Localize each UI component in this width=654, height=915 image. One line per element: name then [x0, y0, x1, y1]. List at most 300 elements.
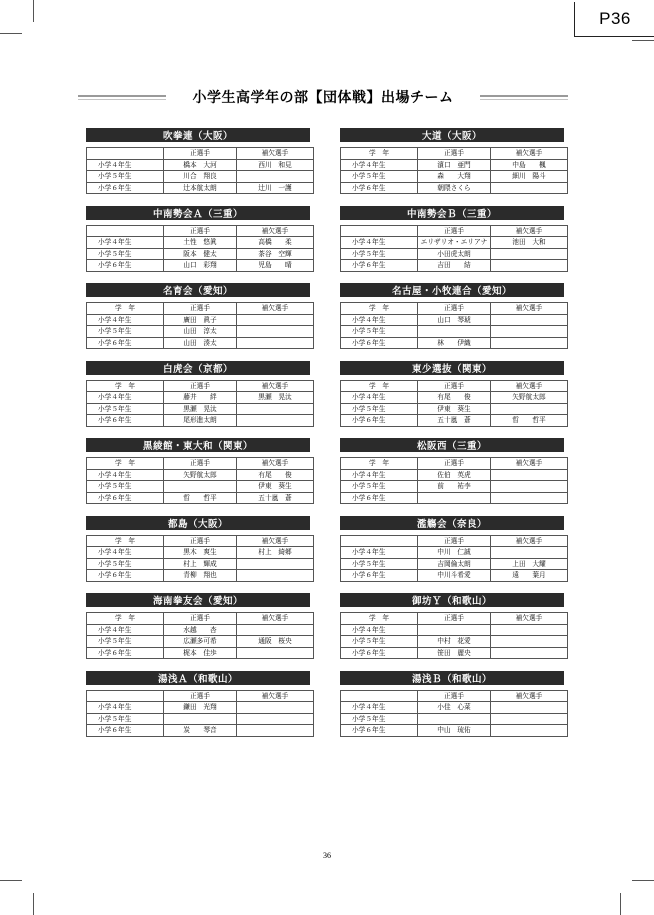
grade-column-header	[87, 690, 164, 702]
grade-cell: 小学４年生	[87, 314, 164, 326]
team-block	[340, 438, 564, 504]
grade-cell: 小学６年生	[87, 415, 164, 427]
table-row	[341, 237, 568, 249]
roster-table	[86, 535, 314, 582]
roster-table	[86, 380, 314, 427]
table-row	[87, 636, 314, 648]
grade-cell: 小学５年生	[341, 248, 418, 260]
grade-cell: 小学５年生	[87, 481, 164, 493]
regular-column-header: 正選手	[164, 535, 237, 547]
substitute-column-header: 補欠選手	[237, 380, 314, 392]
regular-player-cell: 村上 輝成	[164, 558, 237, 570]
roster-header-row	[87, 303, 314, 315]
regular-column-header: 正選手	[418, 380, 491, 392]
team-name: 中南勢会Ａ（三重）	[86, 206, 310, 220]
regular-player-cell: 五十嵐 蒼	[418, 415, 491, 427]
substitute-player-cell: 有尾 俊	[237, 469, 314, 481]
substitute-player-cell	[491, 260, 568, 272]
substitute-player-cell	[237, 713, 314, 725]
table-row	[341, 647, 568, 659]
regular-player-cell: 青柳 翔也	[164, 570, 237, 582]
team-block	[340, 283, 564, 349]
regular-player-cell: 尾形進太朗	[164, 415, 237, 427]
grade-cell: 小学５年生	[87, 171, 164, 183]
regular-player-cell: 阪本 健太	[164, 248, 237, 260]
substitute-player-cell: 高橋 柔	[237, 237, 314, 249]
team-block	[340, 361, 564, 427]
roster-header-row	[341, 690, 568, 702]
table-row	[341, 636, 568, 648]
table-row	[87, 182, 314, 194]
team-name: 濫觴会（奈良）	[340, 516, 564, 530]
substitute-column-header: 補欠選手	[491, 613, 568, 625]
grade-column-header: 学 年	[341, 613, 418, 625]
substitute-column-header: 補欠選手	[237, 303, 314, 315]
substitute-player-cell: 池田 大和	[491, 237, 568, 249]
substitute-player-cell	[491, 492, 568, 504]
table-row	[341, 558, 568, 570]
substitute-column-header: 補欠選手	[491, 303, 568, 315]
team-name: 湯浅Ｂ（和歌山）	[340, 671, 564, 685]
table-row	[87, 469, 314, 481]
grade-cell: 小学６年生	[341, 337, 418, 349]
grade-cell: 小学４年生	[87, 702, 164, 714]
substitute-column-header: 補欠選手	[491, 458, 568, 470]
roster-header-row	[87, 613, 314, 625]
substitute-player-cell	[491, 337, 568, 349]
grade-cell: 小学５年生	[341, 171, 418, 183]
substitute-player-cell: 通阪 桜央	[237, 636, 314, 648]
table-row	[87, 159, 314, 171]
roster-table	[340, 147, 568, 194]
title-rule-left	[78, 99, 166, 100]
team-block	[340, 128, 564, 194]
table-row	[341, 392, 568, 404]
regular-column-header: 正選手	[164, 225, 237, 237]
table-row	[87, 248, 314, 260]
regular-player-cell: 前 祐李	[418, 481, 491, 493]
grade-cell: 小学６年生	[87, 647, 164, 659]
substitute-player-cell: 晢 哲平	[491, 415, 568, 427]
substitute-player-cell: 児島 晴	[237, 260, 314, 272]
crop-mark	[632, 880, 654, 881]
roster-header-row	[87, 535, 314, 547]
substitute-player-cell: 辻川 一護	[237, 182, 314, 194]
table-row	[87, 547, 314, 559]
page-number-tab: P36	[574, 2, 654, 37]
table-row	[341, 403, 568, 415]
team-name: 名古屋・小牧連合（愛知）	[340, 283, 564, 297]
regular-player-cell: 広瀬多可希	[164, 636, 237, 648]
crop-mark	[620, 893, 621, 915]
grade-cell: 小学４年生	[341, 314, 418, 326]
page-title: 小学生高学年の部【団体戦】出場チーム	[192, 90, 454, 106]
regular-player-cell: 川合 翔良	[164, 171, 237, 183]
regular-player-cell	[418, 326, 491, 338]
team-name: 東少選抜（関東）	[340, 361, 564, 375]
table-row	[87, 314, 314, 326]
regular-player-cell: 黒瀬 晃汰	[164, 403, 237, 415]
regular-player-cell: 炭 琴音	[164, 725, 237, 737]
regular-player-cell	[164, 713, 237, 725]
table-row	[341, 415, 568, 427]
roster-header-row	[341, 613, 568, 625]
regular-player-cell: 林 伊織	[418, 337, 491, 349]
substitute-player-cell	[237, 647, 314, 659]
table-row	[341, 260, 568, 272]
table-row	[87, 481, 314, 493]
substitute-player-cell: 中島 楓	[491, 159, 568, 171]
grade-column-header	[87, 148, 164, 160]
title-rule-right	[480, 99, 568, 100]
crop-mark	[632, 40, 654, 41]
grade-column-header	[341, 225, 418, 237]
grade-cell: 小学５年生	[341, 326, 418, 338]
grade-cell: 小学４年生	[341, 392, 418, 404]
grade-cell: 小学５年生	[87, 558, 164, 570]
footer-page-number: 36	[323, 851, 331, 860]
table-row	[341, 725, 568, 737]
grade-cell: 小学６年生	[341, 492, 418, 504]
team-block	[86, 671, 310, 737]
substitute-player-cell: 黒瀬 晃汰	[237, 392, 314, 404]
substitute-player-cell	[491, 624, 568, 636]
substitute-player-cell	[237, 403, 314, 415]
substitute-player-cell	[237, 558, 314, 570]
team-block	[86, 516, 310, 582]
grade-cell: 小学６年生	[87, 260, 164, 272]
grade-cell: 小学４年生	[341, 469, 418, 481]
substitute-player-cell	[237, 702, 314, 714]
regular-player-cell	[164, 481, 237, 493]
table-row	[341, 624, 568, 636]
substitute-player-cell	[491, 469, 568, 481]
crop-mark	[33, 0, 34, 22]
grade-cell: 小学６年生	[341, 182, 418, 194]
crop-mark	[0, 880, 22, 881]
substitute-player-cell	[237, 326, 314, 338]
team-name: 湯浅Ａ（和歌山）	[86, 671, 310, 685]
regular-player-cell	[418, 713, 491, 725]
roster-table	[86, 612, 314, 659]
substitute-player-cell	[491, 636, 568, 648]
regular-player-cell: 廣田 眞子	[164, 314, 237, 326]
crop-mark	[33, 893, 34, 915]
grade-cell: 小学６年生	[341, 260, 418, 272]
grade-column-header: 学 年	[341, 148, 418, 160]
regular-player-cell: 山田 淳太	[164, 326, 237, 338]
regular-player-cell: 山口 彩翔	[164, 260, 237, 272]
regular-player-cell: 辻本航太朗	[164, 182, 237, 194]
table-row	[87, 713, 314, 725]
table-row	[341, 337, 568, 349]
regular-player-cell: 中川斗希愛	[418, 570, 491, 582]
regular-player-cell: 中山 琉佑	[418, 725, 491, 737]
regular-column-header: 正選手	[418, 303, 491, 315]
substitute-column-header: 補欠選手	[491, 690, 568, 702]
roster-header-row	[341, 303, 568, 315]
substitute-player-cell: 伊東 葵生	[237, 481, 314, 493]
grade-cell: 小学４年生	[341, 624, 418, 636]
grade-column-header: 学 年	[87, 535, 164, 547]
grade-cell: 小学４年生	[87, 469, 164, 481]
grade-cell: 小学５年生	[87, 713, 164, 725]
regular-column-header: 正選手	[418, 458, 491, 470]
title-rule-left	[78, 95, 166, 97]
regular-column-header: 正選手	[418, 148, 491, 160]
regular-player-cell: 中村 花愛	[418, 636, 491, 648]
substitute-player-cell	[491, 403, 568, 415]
grade-column-header: 学 年	[341, 380, 418, 392]
team-name: 中南勢会Ｂ（三重）	[340, 206, 564, 220]
team-block	[86, 206, 310, 272]
regular-player-cell: 朝隈さくら	[418, 182, 491, 194]
substitute-player-cell	[491, 248, 568, 260]
table-row	[341, 547, 568, 559]
roster-table	[340, 380, 568, 427]
regular-column-header: 正選手	[164, 458, 237, 470]
grade-cell: 小学６年生	[341, 725, 418, 737]
team-block	[340, 671, 564, 737]
substitute-column-header: 補欠選手	[491, 535, 568, 547]
grade-column-header: 学 年	[341, 303, 418, 315]
regular-player-cell: 有尾 俊	[418, 392, 491, 404]
table-row	[341, 492, 568, 504]
substitute-player-cell	[491, 326, 568, 338]
roster-header-row	[87, 148, 314, 160]
substitute-player-cell	[237, 570, 314, 582]
substitute-player-cell	[491, 647, 568, 659]
roster-header-row	[341, 380, 568, 392]
grade-cell: 小学４年生	[341, 159, 418, 171]
substitute-player-cell	[491, 182, 568, 194]
grade-column-header: 学 年	[341, 458, 418, 470]
substitute-player-cell	[491, 725, 568, 737]
regular-column-header: 正選手	[164, 380, 237, 392]
grade-cell: 小学６年生	[341, 415, 418, 427]
table-row	[341, 469, 568, 481]
table-row	[341, 481, 568, 493]
roster-table	[340, 612, 568, 659]
table-row	[87, 403, 314, 415]
regular-player-cell: 藤井 絆	[164, 392, 237, 404]
grade-cell: 小学４年生	[87, 547, 164, 559]
regular-player-cell: 吉田 結	[418, 260, 491, 272]
regular-column-header: 正選手	[164, 303, 237, 315]
substitute-player-cell	[237, 415, 314, 427]
substitute-player-cell: 上田 大耀	[491, 558, 568, 570]
substitute-player-cell: 西川 和見	[237, 159, 314, 171]
grade-cell: 小学４年生	[341, 702, 418, 714]
regular-column-header: 正選手	[164, 148, 237, 160]
grade-cell: 小学６年生	[87, 337, 164, 349]
grade-cell: 小学５年生	[87, 248, 164, 260]
table-row	[87, 558, 314, 570]
substitute-player-cell	[237, 624, 314, 636]
table-row	[341, 713, 568, 725]
substitute-player-cell: 五十嵐 蒼	[237, 492, 314, 504]
substitute-player-cell: 遠 葉月	[491, 570, 568, 582]
grade-cell: 小学５年生	[341, 636, 418, 648]
substitute-column-header: 補欠選手	[491, 148, 568, 160]
team-block	[340, 593, 564, 659]
table-row	[87, 415, 314, 427]
substitute-column-header: 補欠選手	[237, 225, 314, 237]
regular-player-cell: 中川 仁誠	[418, 547, 491, 559]
table-row	[87, 492, 314, 504]
table-row	[87, 702, 314, 714]
team-block	[86, 283, 310, 349]
roster-table	[86, 457, 314, 504]
substitute-player-cell: 細川 陽斗	[491, 171, 568, 183]
regular-player-cell: 佐伯 英虎	[418, 469, 491, 481]
grade-cell: 小学６年生	[341, 647, 418, 659]
grade-cell: 小学４年生	[87, 237, 164, 249]
grade-column-header	[341, 690, 418, 702]
roster-table	[86, 302, 314, 349]
grade-cell: 小学５年生	[87, 403, 164, 415]
roster-header-row	[87, 380, 314, 392]
crop-mark	[0, 33, 22, 34]
regular-player-cell: 山口 琴琥	[418, 314, 491, 326]
substitute-player-cell	[491, 713, 568, 725]
table-row	[341, 182, 568, 194]
substitute-player-cell: 村上 綺郷	[237, 547, 314, 559]
regular-column-header: 正選手	[164, 613, 237, 625]
grade-cell: 小学４年生	[341, 547, 418, 559]
table-row	[87, 624, 314, 636]
team-block	[86, 438, 310, 504]
substitute-column-header: 補欠選手	[491, 225, 568, 237]
grade-cell: 小学５年生	[341, 403, 418, 415]
substitute-player-cell: 矢野航太郎	[491, 392, 568, 404]
regular-column-header: 正選手	[418, 535, 491, 547]
team-name: 名育会（愛知）	[86, 283, 310, 297]
title-rule-right	[480, 95, 568, 97]
substitute-column-header: 補欠選手	[237, 690, 314, 702]
grade-cell: 小学４年生	[87, 159, 164, 171]
grade-cell: 小学５年生	[87, 636, 164, 648]
roster-header-row	[87, 690, 314, 702]
table-row	[87, 326, 314, 338]
regular-player-cell: 森 大翔	[418, 171, 491, 183]
grade-cell: 小学５年生	[87, 326, 164, 338]
team-name: 都島（大阪）	[86, 516, 310, 530]
table-row	[341, 248, 568, 260]
grade-column-header: 学 年	[87, 458, 164, 470]
substitute-player-cell	[491, 481, 568, 493]
grade-cell: 小学４年生	[341, 237, 418, 249]
roster-table	[340, 225, 568, 272]
team-name: 大道（大阪）	[340, 128, 564, 142]
regular-player-cell: 小田虎太朗	[418, 248, 491, 260]
grade-cell: 小学６年生	[87, 725, 164, 737]
regular-player-cell: 土性 悠眞	[164, 237, 237, 249]
roster-table	[340, 690, 568, 737]
substitute-player-cell: 茶谷 空輝	[237, 248, 314, 260]
table-row	[87, 337, 314, 349]
regular-player-cell: 矢野航太郎	[164, 469, 237, 481]
regular-column-header: 正選手	[418, 613, 491, 625]
grade-cell: 小学５年生	[341, 481, 418, 493]
regular-player-cell: 橋本 大河	[164, 159, 237, 171]
regular-player-cell: 濱口 亜門	[418, 159, 491, 171]
table-row	[87, 725, 314, 737]
table-row	[341, 570, 568, 582]
table-row	[87, 647, 314, 659]
grade-column-header: 学 年	[87, 380, 164, 392]
regular-player-cell	[418, 624, 491, 636]
grade-cell: 小学６年生	[87, 182, 164, 194]
substitute-player-cell	[237, 171, 314, 183]
grade-cell: 小学４年生	[87, 392, 164, 404]
regular-player-cell: 晢 哲平	[164, 492, 237, 504]
roster-header-row	[87, 225, 314, 237]
regular-player-cell: 黒木 爽生	[164, 547, 237, 559]
roster-header-row	[341, 458, 568, 470]
table-row	[87, 237, 314, 249]
roster-header-row	[87, 458, 314, 470]
table-row	[341, 171, 568, 183]
regular-player-cell: 梶本 佳歩	[164, 647, 237, 659]
table-row	[87, 570, 314, 582]
roster-header-row	[341, 148, 568, 160]
team-name: 白虎会（京都）	[86, 361, 310, 375]
roster-table	[340, 535, 568, 582]
table-row	[341, 702, 568, 714]
substitute-player-cell	[491, 702, 568, 714]
team-name: 吹拳連（大阪）	[86, 128, 310, 142]
roster-table	[340, 302, 568, 349]
regular-player-cell: 笹田 麗央	[418, 647, 491, 659]
regular-column-header: 正選手	[418, 690, 491, 702]
regular-column-header: 正選手	[418, 225, 491, 237]
substitute-column-header: 補欠選手	[237, 535, 314, 547]
regular-player-cell: 水越 杏	[164, 624, 237, 636]
substitute-column-header: 補欠選手	[237, 458, 314, 470]
regular-player-cell	[418, 492, 491, 504]
team-block	[86, 128, 310, 194]
roster-table	[340, 457, 568, 504]
grade-cell: 小学４年生	[87, 624, 164, 636]
substitute-player-cell	[491, 547, 568, 559]
substitute-column-header: 補欠選手	[237, 613, 314, 625]
substitute-column-header: 補欠選手	[491, 380, 568, 392]
grade-column-header	[341, 535, 418, 547]
regular-player-cell: 伊東 葵生	[418, 403, 491, 415]
table-row	[87, 392, 314, 404]
team-name: 黒綾館・東大和（関東）	[86, 438, 310, 452]
substitute-column-header: 補欠選手	[237, 148, 314, 160]
roster-header-row	[341, 225, 568, 237]
substitute-player-cell	[237, 725, 314, 737]
grade-cell: 小学５年生	[341, 558, 418, 570]
grade-column-header	[87, 225, 164, 237]
table-row	[341, 326, 568, 338]
grade-cell: 小学６年生	[87, 570, 164, 582]
substitute-player-cell	[491, 314, 568, 326]
roster-table	[86, 690, 314, 737]
grade-cell: 小学５年生	[341, 713, 418, 725]
grade-cell: 小学６年生	[87, 492, 164, 504]
substitute-player-cell	[237, 314, 314, 326]
table-row	[341, 159, 568, 171]
regular-column-header: 正選手	[164, 690, 237, 702]
regular-player-cell: エリザリオ・エリアナ	[418, 237, 491, 249]
table-row	[87, 260, 314, 272]
regular-player-cell: 吉岡倫太朗	[418, 558, 491, 570]
table-row	[341, 314, 568, 326]
